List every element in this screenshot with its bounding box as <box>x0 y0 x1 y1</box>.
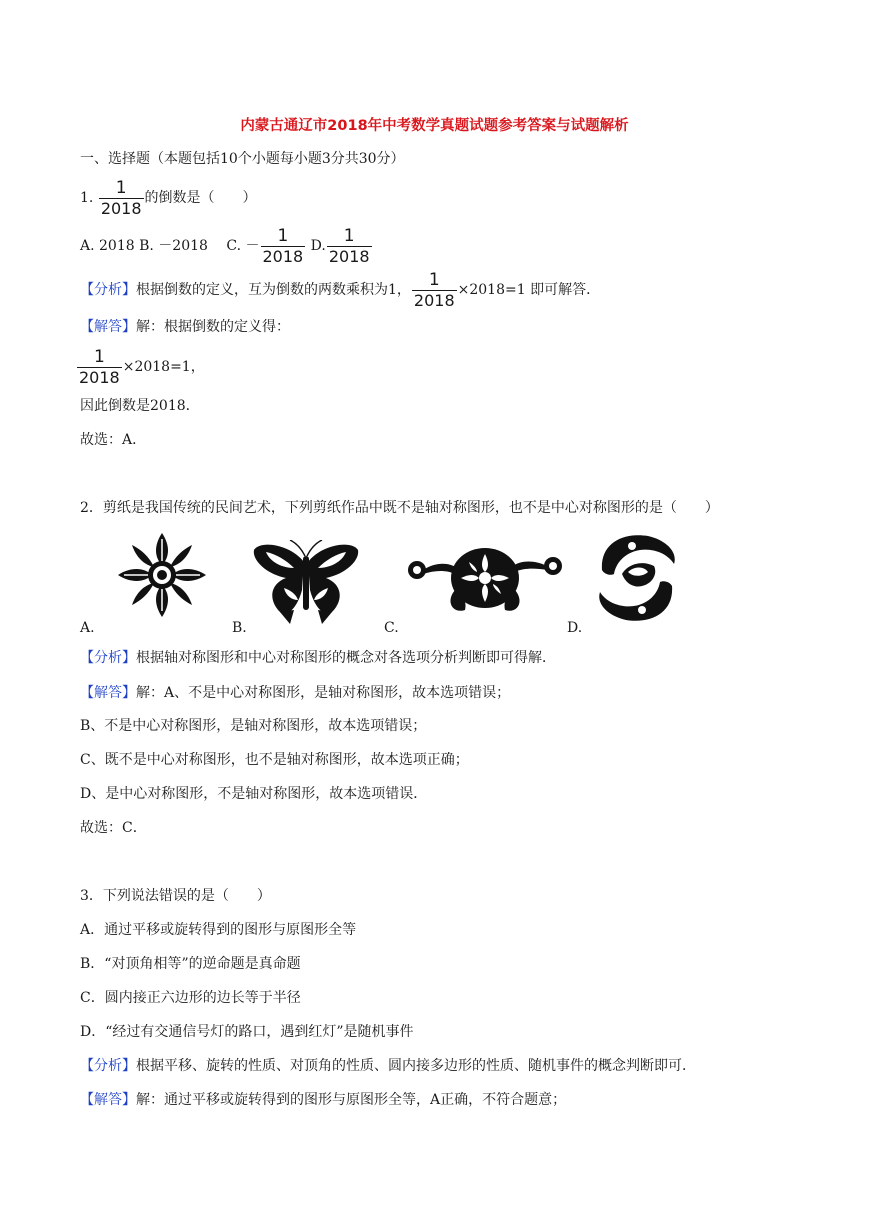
q1-option-d: D. <box>310 238 326 254</box>
q3-option-b: B．“对顶角相等”的逆命题是真命题 <box>80 956 301 972</box>
q2-label-b: B. <box>232 620 247 636</box>
q1-option-a: A. 2018 <box>80 238 135 254</box>
q2-stem: 2．剪纸是我国传统的民间艺术，下列剪纸作品中既不是轴对称图形，也不是中心对称图形的是（ ） <box>80 500 719 516</box>
q3-option-a: A．通过平移或旋转得到的图形与原图形全等 <box>80 922 357 938</box>
answer-tag: 【解答】 <box>80 1092 136 1108</box>
q2-label-c: C. <box>384 620 399 636</box>
q1-analysis-text-end: ×2018=1 即可解答． <box>457 282 601 298</box>
q1-options <box>80 226 373 266</box>
q1-calc <box>76 347 205 387</box>
q2-figure-b-butterfly <box>250 540 362 626</box>
q1-fraction <box>99 178 144 218</box>
fraction-denominator: 2018 <box>413 291 455 310</box>
q3-stem: 3．下列说法错误的是（ ） <box>80 888 271 904</box>
fraction-denominator: 2018 <box>79 368 120 387</box>
q1-analysis-text: 根据倒数的定义，互为倒数的两数乘积为1， <box>136 282 411 298</box>
q2-label-d: D. <box>567 620 583 636</box>
q3-analysis-text: 根据平移、旋转的性质、对顶角的性质、圆内接多边形的性质、随机事件的概念判断即可． <box>136 1058 696 1074</box>
fraction-denominator: 2018 <box>262 247 304 266</box>
analysis-tag: 【分析】 <box>80 282 136 298</box>
q3-answer-text: 解：通过平移或旋转得到的图形与原图形全等，A正确，不符合题意； <box>136 1092 567 1108</box>
analysis-tag: 【分析】 <box>80 650 136 666</box>
q1-analysis <box>80 270 600 310</box>
page-title: 内蒙古通辽市2018年中考数学真题试题参考答案与试题解析 <box>240 118 629 134</box>
fraction-numerator: 1 <box>93 347 105 367</box>
q3-option-c: C．圆内接正六边形的边长等于半径 <box>80 990 301 1006</box>
q2-analysis <box>80 648 556 668</box>
q2-choice: 故选：C． <box>80 820 147 836</box>
q2-answer-d: D、是中心对称图形，不是轴对称图形，故本选项错误． <box>80 786 428 802</box>
q3-answer <box>80 1090 566 1110</box>
fraction-denominator: 2018 <box>100 199 142 218</box>
q2-figure-a-mandala <box>98 530 226 620</box>
q2-analysis-text: 根据轴对称图形和中心对称图形的概念对各选项分析判断即可得解． <box>136 650 556 666</box>
q1-calc-text: ×2018=1， <box>122 359 205 375</box>
q2-figure-c-floral-scroll <box>405 540 565 620</box>
q1-option-b: B. －2018 <box>139 238 208 254</box>
q1-calc-fraction <box>77 347 122 387</box>
fraction-numerator: 1 <box>428 270 440 290</box>
q1-choice: 故选：A． <box>80 432 147 448</box>
q1-conclusion: 因此倒数是2018． <box>80 398 200 414</box>
q1-option-d-fraction <box>327 226 372 266</box>
q1-analysis-fraction <box>412 270 457 310</box>
answer-tag: 【解答】 <box>80 319 136 335</box>
section-heading: 一、选择题（本题包括10个小题每小题3分共30分） <box>80 151 405 167</box>
fraction-numerator: 1 <box>115 178 127 198</box>
answer-tag: 【解答】 <box>80 685 136 701</box>
q1-stem <box>80 178 257 218</box>
q2-figure-d-swirl-birds <box>592 530 682 626</box>
fraction-denominator: 2018 <box>328 247 370 266</box>
q2-label-a: A. <box>80 620 95 636</box>
q3-option-d: D．“经过有交通信号灯的路口，遇到红灯”是随机事件 <box>80 1024 414 1040</box>
analysis-tag: 【分析】 <box>80 1058 136 1074</box>
q3-analysis <box>80 1056 696 1076</box>
fraction-numerator: 1 <box>277 226 289 246</box>
q1-stem-text: 的倒数是（ ） <box>144 190 257 206</box>
q2-answer-a: 解：A、不是中心对称图形，是轴对称图形，故本选项错误； <box>136 685 511 701</box>
q2-answer <box>80 683 510 703</box>
q2-answer-c: C、既不是中心对称图形，也不是轴对称图形，故本选项正确； <box>80 752 469 768</box>
q1-answer-text: 解：根据倒数的定义得： <box>136 319 290 335</box>
q1-number: 1. <box>80 190 94 206</box>
q2-answer-b: B、不是中心对称图形，是轴对称图形，故本选项错误； <box>80 718 427 734</box>
q1-answer <box>80 317 290 337</box>
q1-option-c-fraction <box>261 226 306 266</box>
q1-option-c: C. － <box>226 238 260 254</box>
fraction-numerator: 1 <box>343 226 355 246</box>
